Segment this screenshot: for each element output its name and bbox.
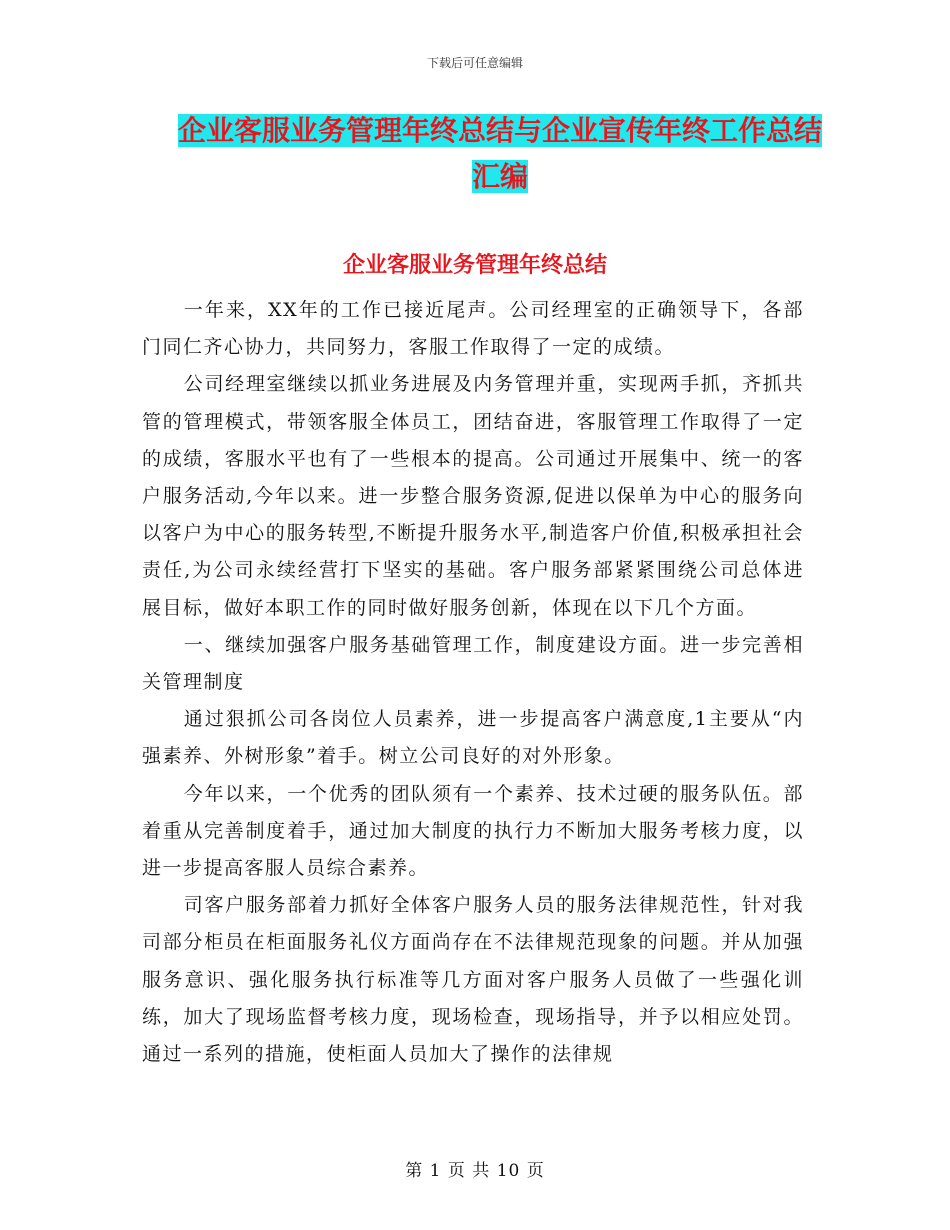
paragraph: 一、继续加强客户服务基础管理工作，制度建设方面。进一步完善相关管理制度 xyxy=(142,633,804,694)
document-title xyxy=(140,108,860,200)
paragraph: 通过狠抓公司各岗位人员素养，进一步提高客户满意度,1主要从“内强素养、外树形象”着手。树立公司良好的对外形象。 xyxy=(142,708,804,768)
page-number: 第 1 页 共 10 页 xyxy=(405,1161,545,1181)
document-title-line1: 企业客服业务管理年终总结与企业宣传年终工作总结 xyxy=(177,114,822,147)
document-body xyxy=(142,292,804,1073)
paragraph: 公司经理室继续以抓业务进展及内务管理并重，实现两手抓，齐抓共管的管理模式，带领客服全体员工，团结奋进，客服管理工作取得了一定的成绩，客服水平也有了一些根本的提高。公司通过开展集中、统一的客户服务活动,今年以来。进一步整合服务资源,促进以保单为中心的服务向以客户为中心的服务转型,不断提升服务水平,制造客户价值,积极承担社会责任,为公司永续经营打下坚实的基础。客户服务部紧紧围绕公司总体进展目标，做好本职工作的同时做好服务创新，体现在以下几个方面。 xyxy=(142,373,804,619)
header-note: 下载后可任意编辑 xyxy=(426,56,523,70)
paragraph: 一年来，XX年的工作已接近尾声。公司经理室的正确领导下，各部门同仁齐心协力，共同努力，客服工作取得了一定的成绩。 xyxy=(142,299,804,359)
section-title: 企业客服业务管理年终总结 xyxy=(342,252,607,278)
paragraph: 司客户服务部着力抓好全体客户服务人员的服务法律规范性，针对我司部分柜员在柜面服务礼仪方面尚存在不法律规范现象的问题。并从加强服务意识、强化服务执行标准等几方面对客户服务人员做了一些强化训练，加大了现场监督考核力度，现场检查，现场指导，并予以相应处罚。通过一系列的措施，使柜面人员加大了操作的法律规 xyxy=(142,894,804,1066)
document-title-line2: 汇编 xyxy=(471,160,528,193)
paragraph: 今年以来，一个优秀的团队须有一个素养、技术过硬的服务队伍。部着重从完善制度着手，通过加大制度的执行力不断加大服务考核力度，以进一步提高客服人员综合素养。 xyxy=(142,782,804,880)
